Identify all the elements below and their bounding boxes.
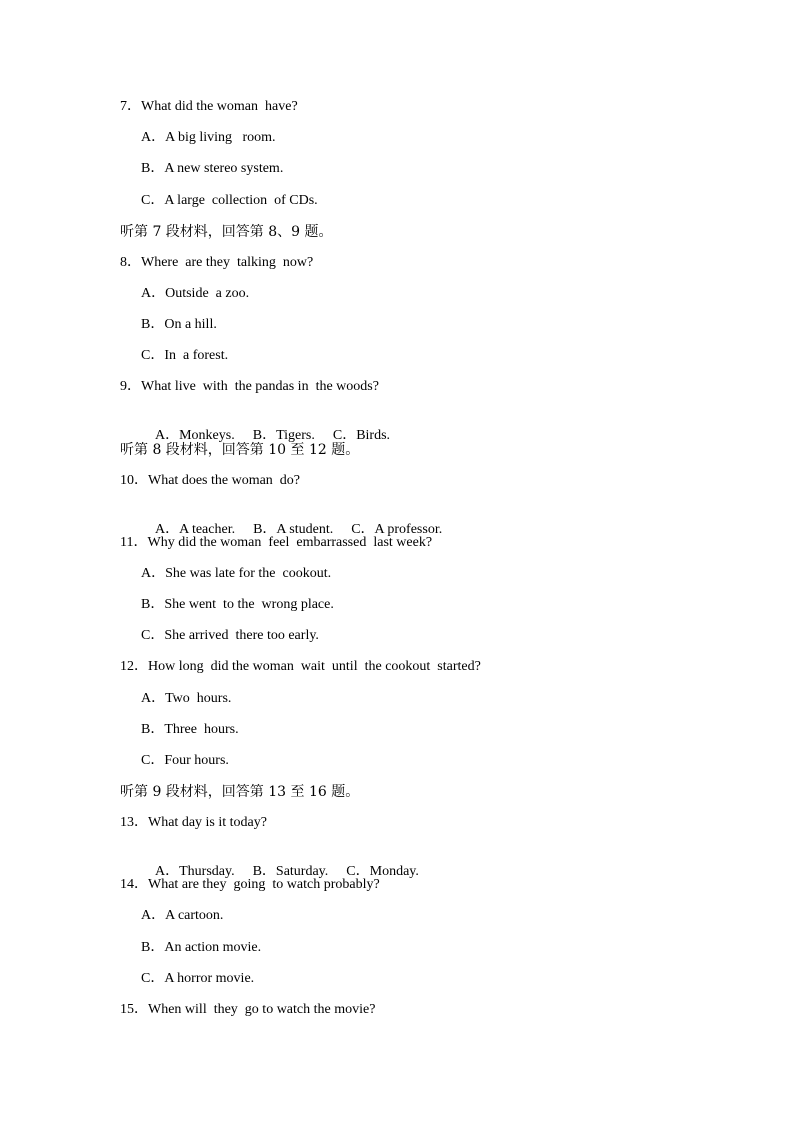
question-13-option-c: C．Monday. xyxy=(346,864,419,879)
question-8-option-c: C．In a forest. xyxy=(141,348,229,363)
section-9-instruction: 听第 9 段材料，回答第 13 至 16 题。 xyxy=(120,784,360,800)
question-11-option-c: C．She arrived there too early. xyxy=(141,628,319,643)
question-7-option-b: B．A new stereo system. xyxy=(141,161,284,176)
question-8-option-a: A．Outside a zoo. xyxy=(141,286,250,301)
question-10-stem: 10．What does the woman do? xyxy=(120,473,301,488)
question-14-stem: 14．What are they going to watch probably? xyxy=(120,877,380,892)
question-13-stem: 13．What day is it today? xyxy=(120,815,267,830)
question-10-option-c: C．A professor. xyxy=(351,522,443,537)
question-12-option-b: B．Three hours. xyxy=(141,722,239,737)
question-7-option-c: C．A large collection of CDs. xyxy=(141,193,318,208)
question-9-stem: 9．What live with the pandas in the woods? xyxy=(120,379,379,394)
question-9-option-b: B．Tigers. xyxy=(252,428,315,443)
section-7-instruction: 听第 7 段材料，回答第 8、9 题。 xyxy=(120,224,333,240)
question-14-option-c: C．A horror movie. xyxy=(141,971,255,986)
question-7-option-a: A．A big living room. xyxy=(141,130,276,145)
question-12-option-c: C．Four hours. xyxy=(141,753,229,768)
question-9-option-a: A．Monkeys. xyxy=(155,428,235,443)
question-13-options xyxy=(141,845,419,879)
question-14-option-b: B．An action movie. xyxy=(141,940,262,955)
question-13-option-b: B．Saturday. xyxy=(252,864,329,879)
question-9-option-c: C．Birds. xyxy=(332,428,391,443)
question-11-option-b: B．She went to the wrong place. xyxy=(141,597,334,612)
question-11-stem: 11．Why did the woman feel embarrassed last week? xyxy=(120,535,433,550)
question-14-option-a: A．A cartoon. xyxy=(141,908,224,923)
question-12-option-a: A．Two hours. xyxy=(141,691,232,706)
question-15-stem: 15．When will they go to watch the movie? xyxy=(120,1002,376,1017)
question-10-option-b: B．A student. xyxy=(253,522,334,537)
question-13-option-a: A．Thursday. xyxy=(155,864,235,879)
section-8-instruction: 听第 8 段材料，回答第 10 至 12 题。 xyxy=(120,442,360,458)
question-11-option-a: A．She was late for the cookout. xyxy=(141,566,332,581)
question-7-stem: 7．What did the woman have? xyxy=(120,99,298,114)
question-10-options xyxy=(141,503,443,537)
question-8-option-b: B．On a hill. xyxy=(141,317,217,332)
question-9-options xyxy=(141,409,391,443)
question-10-option-a: A．A teacher. xyxy=(155,522,236,537)
question-12-stem: 12．How long did the woman wait until the cookout started? xyxy=(120,659,481,674)
question-8-stem: 8．Where are they talking now? xyxy=(120,255,314,270)
